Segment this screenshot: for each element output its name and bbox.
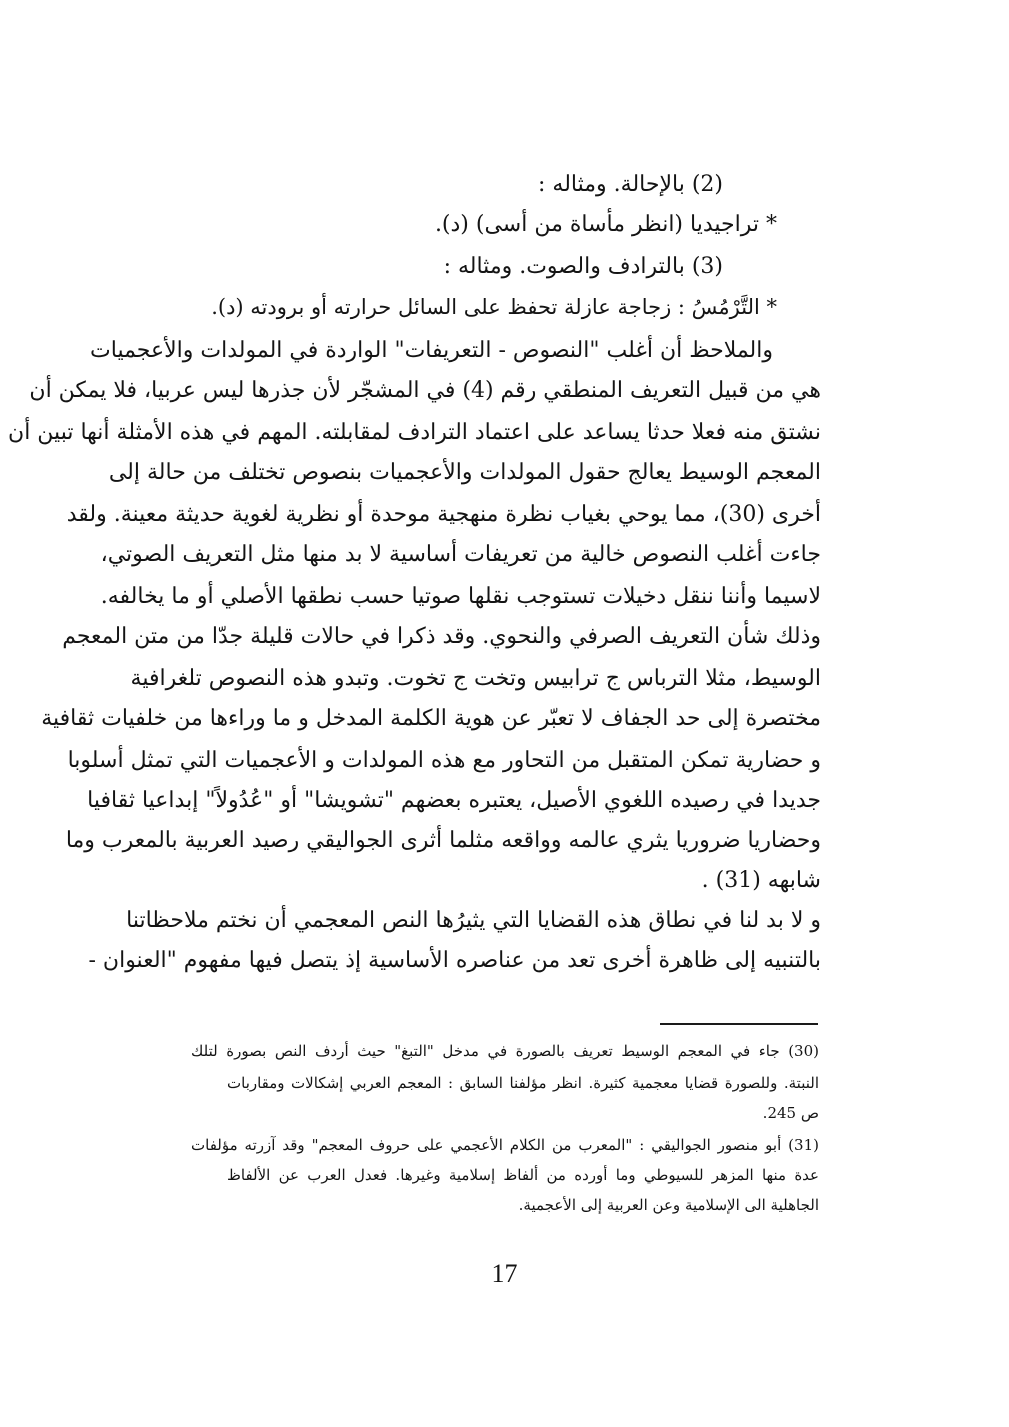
paragraph-2-line-1: و لا بد لنا في نطاق هذه القضايا التي يثيرُها النص المعجمي أن نختم ملاحظاتنا <box>126 908 821 933</box>
example-line-taraduf: (3) بالترادف والصوت. ومثاله : <box>443 254 723 279</box>
example-line-tarmus: * التَّرْمُسُ : زجاجة عازلة تحفظ على السائل حرارته أو برودته (د). <box>211 295 777 319</box>
paragraph-1-line-12: جديدا في رصيده اللغوي الأصيل، يعتبره بعضهم "تشويشا" أو "عُدُولاً" إبداعيا ثقافيا <box>87 788 821 813</box>
footnote-31-line-3: الجاهلية الى الإسلامية وعن العربية إلى الأعجمية. <box>518 1196 819 1214</box>
paragraph-1-line-2: هي من قبيل التعريف المنطقي رقم (4) في المشجّر لأن جذرها ليس عربيا، فلا يمكن أن <box>29 378 821 403</box>
paragraph-1-line-4: المعجم الوسيط يعالج حقول المولدات والأعجميات بنصوص تختلف من حالة إلى <box>108 460 821 485</box>
paragraph-1-line-5: أخرى (30)، مما يوحي بغياب نظرة منهجية موحدة أو نظرية لغوية حديثة معينة. ولقد <box>66 502 821 527</box>
paragraph-1-line-7: لاسيما وأننا ننقل دخيلات تستوجب نقلها صوتيا حسب نطقها الأصلي أو ما يخالفه. <box>100 584 821 609</box>
paragraph-1-line-10: مختصرة إلى حد الجفاف لا تعبّر عن هوية الكلمة المدخل و ما وراءها من خلفيات ثقافية <box>41 706 821 731</box>
paragraph-1-line-13: وحضاريا ضروريا يثري عالمه وواقعه مثلما أثرى الجواليقي رصيد العربية بالمعرب وما <box>65 828 821 853</box>
paragraph-1-line-3: نشتق منه فعلا حدثا يساعد على اعتماد الترادف لمقابلته. المهم في هذه الأمثلة أنها تبين أن <box>8 420 821 445</box>
paragraph-1-line-9: الوسيط، مثلا الترباس ج ترابيس وتخت ج تخوت. وتبدو هذه النصوص تلغرافية <box>130 666 821 691</box>
paragraph-1-line-6: جاءت أغلب النصوص خالية من تعريفات أساسية لا بد منها مثل التعريف الصوتي، <box>100 542 821 567</box>
example-line-tragedia: * تراجيديا (انظر مأساة من أسى) (د). <box>434 212 777 237</box>
page-number: 17 <box>491 1259 518 1288</box>
paragraph-1-line-1: والملاحظ أن أغلب "النصوص - التعريفات" الواردة في المولدات والأعجميات <box>90 338 773 363</box>
paragraph-2-line-2: بالتنبيه إلى ظاهرة أخرى تعد من عناصره الأساسية إذ يتصل فيها مفهوم "العنوان - <box>88 948 821 973</box>
footnote-31-line-1: (31) أبو منصور الجواليقي : "المعرب من الكلام الأعجمي على حروف المعجم" وقد آزرته مؤلفات <box>191 1136 819 1154</box>
example-line-ihala: (2) بالإحالة. ومثاله : <box>538 172 723 197</box>
footnote-30-line-1: (30) جاء في المعجم الوسيط تعريف بالصورة في مدخل "التبغ" حيث أردف النص بصورة لتلك <box>191 1042 819 1060</box>
paragraph-1-line-8: وذلك شأن التعريف الصرفي والنحوي. وقد ذكرا في حالات قليلة جدّا من متن المعجم <box>62 624 821 649</box>
footnote-31-line-2: عدة منها المزهر للسيوطي وما أورده من ألفاظ إسلامية وغيرها. فعدل العرب عن الألفاظ <box>227 1166 819 1184</box>
footnote-30-line-2: النبتة. وللصورة قضايا معجمية كثيرة. انظر مؤلفنا السابق : المعجم العربي إشكالات ومقاربات <box>227 1074 819 1092</box>
paragraph-1-line-14: شابهه (31) . <box>701 868 821 893</box>
paragraph-1-line-11: و حضارية تمكن المتقبل من التحاور مع هذه المولدات و الأعجميات التي تمثل أسلوبا <box>67 748 821 773</box>
footnote-separator <box>660 1023 818 1025</box>
footnote-30-line-3: ص 245. <box>762 1104 819 1122</box>
